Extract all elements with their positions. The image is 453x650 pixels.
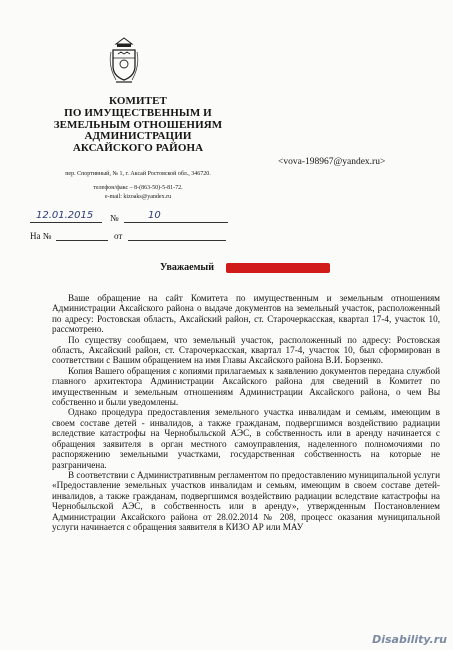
redacted-name [226, 263, 330, 273]
watermark: Disability.ru [372, 633, 447, 646]
date-underline [30, 222, 102, 223]
org-line: ПО ИМУЩЕСТВЕННЫМ И [64, 106, 212, 119]
org-phone: телефон/факс – 8-(863-50)-5-81-72. [93, 185, 183, 191]
organization-name [14, 96, 262, 155]
org-address: пер. Спортивный, № 1, г. Аксай Ростовской обл., 346720. [65, 171, 211, 177]
from-underline [128, 240, 226, 241]
from-label: от [114, 231, 123, 241]
paragraph: Однако процедура предоставления земельного участка инвалидам и семьям, имеющим в своем составе детей - инвалидов, а также гражданам, подвергшимся воздействию радиации вследствие катастрофы на Чернобыльской АЭС, в собственность или в аренду начинается с обращения заявителя в орган местного самоуправления, наделенного полномочиями по распоряжению земельными участками, государственная собственность на которые не разграничена. [52, 407, 440, 470]
org-email: e-mail: kizoaks@yandex.ru [104, 193, 172, 200]
reply-to-label: На № [30, 231, 52, 241]
recipient-email: <vova-198967@yandex.ru> [278, 157, 386, 167]
paragraph: В соответствии с Административным регламентом по предоставлению муниципальной услуги «Предоставление земельных участков инвалидам и семьям, имеющим в своем составе детей-инвалидов, а также гражданам, подвергшимся воздействию радиации вследствие катастрофы на Чернобыльской АЭС, в собственность или в аренду», утвержденным Постановлением Администрации Аксайского района от 28.02.2014 № 208, процесс оказания муниципальной услуги начинается с обращения заявителя в КИЗО АР или МАУ [52, 469, 440, 532]
org-line: АДМИНИСТРАЦИИ [84, 130, 192, 143]
number-underline [124, 222, 228, 223]
paragraph: Ваше обращение на сайт Комитета по имущественным и земельным отношениям Администрации Аксайского района о выдаче документов на земельный участок, расположенный по адресу: Ростовская область, Аксайский район, ст. Старочеркасская, квартал 17-4, участок 10, рассмотрено. [52, 293, 440, 335]
paragraph: Копия Вашего обращения с копиями прилагаемых к заявлению документов передана службой главного архитектора Администрации Аксайского района для сведений в Комитет по имущественным и земельным отношениям Администрации Аксайского района, о чем Вы собственно и были уведомлены. [52, 365, 440, 408]
org-contacts [12, 184, 264, 201]
coat-of-arms-emblem [108, 36, 140, 88]
number-label: № [110, 213, 119, 223]
org-line: АКСАЙСКОГО РАЙОНА [72, 142, 204, 155]
greeting: Уважаемый [160, 262, 214, 273]
org-line: КОМИТЕТ [109, 95, 167, 107]
reply-to-underline [56, 240, 108, 241]
paragraph: По существу сообщаем, что земельный участок, расположенный по адресу: Ростовская область, Аксайский район, ст. Старочеркасская, квартал 17-4, участок 10, был сформирован в соответствии с Вашим обращением на имя Главы Аксайского района В.И. Борзенко. [52, 334, 440, 366]
org-line: ЗЕМЕЛЬНЫМ ОТНОШЕНИЯМ [53, 118, 223, 131]
handwritten-date: 12.01.2015 [36, 210, 94, 221]
letter-body [52, 293, 440, 532]
handwritten-number: 10 [148, 210, 161, 221]
